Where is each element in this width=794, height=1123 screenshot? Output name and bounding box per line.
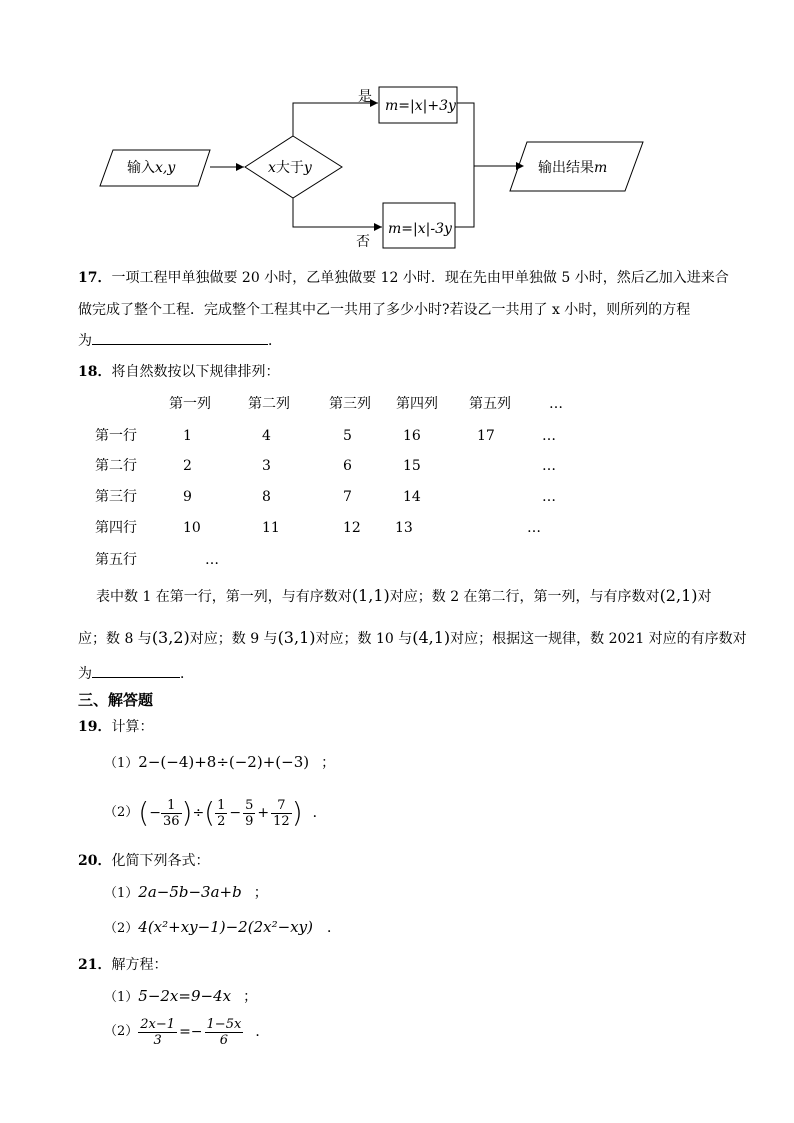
col-header-more: … — [549, 396, 563, 412]
fraction: $\frac{2x-1}{3}$ — [140, 1016, 176, 1048]
yes-label: 是 — [358, 89, 372, 105]
q21-part-1: （1）5−2x=9−4x ； — [104, 987, 258, 1005]
q17-line1 — [78, 268, 729, 288]
table-cell: … — [542, 428, 556, 444]
fraction: $\frac{1}{2}$ — [217, 797, 226, 829]
q19-part-2: （2）(− $\frac{1}{36}$ )÷( $\frac{1}{2}$ − $\frac{5}{9}$ + $\frac{7}{12}$ ) ． — [104, 796, 327, 829]
q20-expr-1: 2a−5b−3a+b — [138, 883, 242, 901]
formula-yes: m=|x|+3y — [385, 98, 456, 114]
q20-number: 20． — [78, 853, 112, 869]
table-cell: 2 — [183, 458, 192, 474]
q19-heading — [78, 717, 153, 737]
q17-line3: 为 ． — [78, 333, 282, 349]
q20-part-2: （2）4(x²+xy−1)−2(2x²−xy) ． — [104, 918, 341, 936]
fraction: $\frac{5}{9}$ — [245, 797, 254, 829]
table-cell: 14 — [403, 489, 421, 505]
q20-expr-2: 4(x²+xy−1)−2(2x²−xy) — [138, 918, 313, 936]
row-label-2: 第二行 — [95, 458, 137, 474]
table-cell: … — [542, 458, 556, 474]
col-header-4: 第四列 — [396, 396, 438, 412]
q19-title: 计算： — [111, 719, 154, 735]
condition-label: x大于y — [268, 160, 312, 176]
q17-answer-blank[interactable] — [92, 344, 268, 345]
q18-para-2: 应；数 8 与(3,2)对应；数 9 与(3,1)对应；数 10 与(4,1)对应；根据这一规律，数 2021 对应的有序数对 — [78, 628, 747, 647]
no-label: 否 — [356, 234, 370, 250]
q18-number: 18． — [78, 364, 112, 380]
table-cell: … — [527, 520, 541, 536]
q17-text-2: 做完成了整个工程．完成整个工程其中乙一共用了多少小时?若设乙一共用了 x 小时，则所列的方程 — [78, 302, 691, 318]
q17-number: 17． — [78, 270, 112, 286]
table-cell: 9 — [183, 489, 192, 505]
table-cell: … — [205, 552, 219, 568]
q17-text-1: 一项工程甲单独做要 20 小时，乙单独做要 12 小时．现在先由甲单独做 5 小时，然后乙加入进来合 — [111, 270, 729, 286]
fraction: $\frac{7}{12}$ — [273, 797, 290, 829]
q20-title: 化简下列各式： — [111, 853, 210, 869]
table-cell: 7 — [343, 489, 352, 505]
table-cell: 17 — [477, 428, 495, 444]
table-cell: 1 — [183, 428, 192, 444]
table-cell: … — [542, 489, 556, 505]
table-cell: 3 — [262, 458, 271, 474]
q19-part-1: （1）2−(−4)+8÷(−2)+(−3) ； — [104, 753, 336, 771]
q20-heading — [78, 851, 209, 871]
q18-para-1: 表中数 1 在第一行，第一列，与有序数对(1,1)对应；数 2 在第二行，第一列，与有序数对(2,1)对 — [96, 586, 712, 605]
fraction: $\frac{1}{36}$ — [162, 797, 180, 829]
q18-answer-blank[interactable] — [92, 677, 180, 678]
formula-no: m=|x|-3y — [388, 221, 452, 237]
q19-expr-1: 2−(−4)+8÷(−2)+(−3) — [138, 753, 310, 771]
table-cell: 10 — [183, 520, 201, 536]
col-header-5: 第五列 — [469, 396, 511, 412]
q21-expr-1: 5−2x=9−4x — [138, 987, 232, 1005]
table-cell: 5 — [343, 428, 352, 444]
table-cell: 6 — [343, 458, 352, 474]
table-cell: 12 — [343, 520, 361, 536]
col-header-1: 第一列 — [169, 396, 211, 412]
q18-para-3: 为 ． — [78, 666, 194, 682]
table-cell: 13 — [395, 520, 413, 536]
row-label-4: 第四行 — [95, 520, 137, 536]
input-label: 输入x,y — [127, 160, 176, 176]
table-cell: 11 — [262, 520, 280, 536]
flowchart — [0, 0, 794, 260]
row-label-3: 第三行 — [95, 489, 137, 505]
q18-title: 将自然数按以下规律排列： — [111, 364, 280, 380]
q21-title: 解方程： — [111, 957, 168, 973]
q21-part-2: （2） $\frac{2x-1}{3}$ =− $\frac{1-5x}{6}$ ． — [104, 1016, 270, 1048]
q19-number: 19． — [78, 719, 112, 735]
q18-heading — [78, 362, 279, 382]
fraction: $\frac{1-5x}{6}$ — [206, 1016, 242, 1048]
q21-heading — [78, 955, 167, 975]
q21-number: 21． — [78, 957, 112, 973]
table-cell: 15 — [403, 458, 421, 474]
row-label-5: 第五行 — [95, 552, 137, 568]
col-header-3: 第三列 — [329, 396, 371, 412]
table-cell: 4 — [262, 428, 271, 444]
table-cell: 16 — [403, 428, 421, 444]
col-header-2: 第二列 — [248, 396, 290, 412]
row-label-1: 第一行 — [95, 428, 137, 444]
section-title: 三、解答题 — [78, 691, 154, 709]
q20-part-1: （1）2a−5b−3a+b ； — [104, 883, 268, 901]
table-cell: 8 — [262, 489, 271, 505]
output-label: 输出结果m — [538, 160, 608, 176]
